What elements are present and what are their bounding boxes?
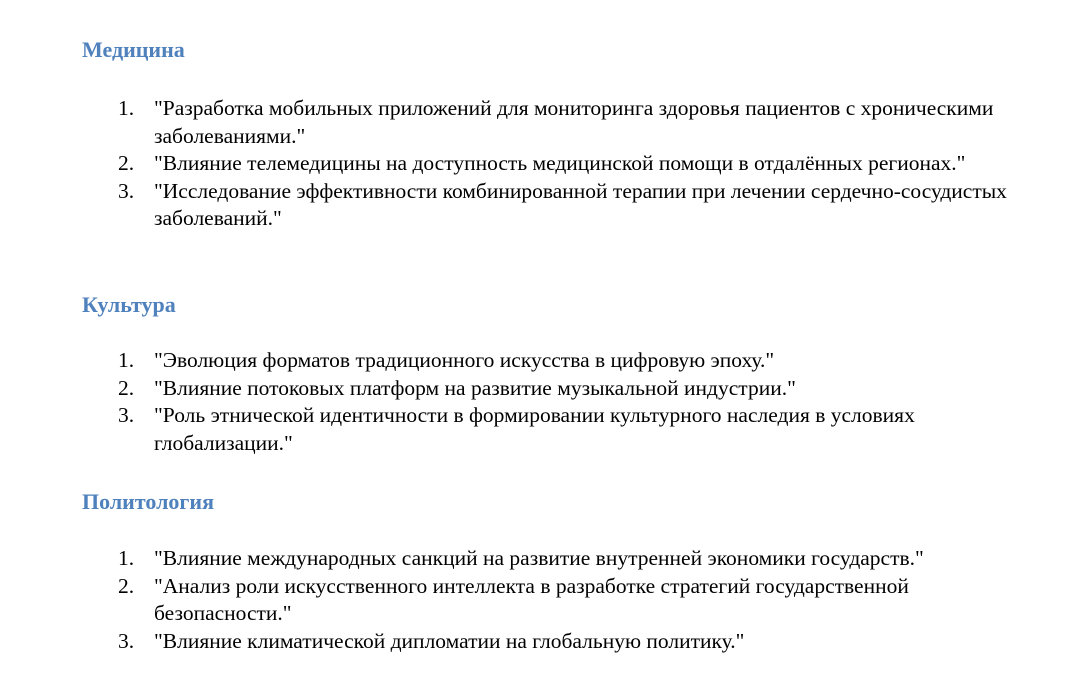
list-item-number: 2. bbox=[118, 151, 135, 175]
list-item bbox=[0, 95, 1077, 150]
section-heading-political-science: Политология bbox=[82, 489, 214, 514]
list-item-number: 2. bbox=[118, 375, 135, 400]
list-item-number: 3. bbox=[118, 628, 135, 653]
section-heading-culture: Культура bbox=[82, 292, 176, 317]
topic-list-political-science bbox=[0, 545, 1077, 655]
list-item bbox=[0, 178, 1077, 233]
list-item-text: "Исследование эффективности комбинированной терапии при лечении сердечно-сосудистых заболеваний." bbox=[154, 178, 1007, 230]
list-item-text: "Влияние климатической дипломатии на глобальную политику." bbox=[154, 628, 745, 653]
list-item bbox=[0, 347, 1077, 375]
list-item-number: 1. bbox=[118, 348, 135, 372]
list-item-number: 1. bbox=[118, 546, 135, 570]
list-item-number: 3. bbox=[118, 178, 135, 203]
list-item-text: "Анализ роли искусственного интеллекта в разработке стратегий государственной безопасности." bbox=[154, 573, 909, 625]
topic-list-medicine bbox=[0, 95, 1077, 233]
list-item bbox=[0, 573, 1077, 628]
list-item bbox=[0, 150, 1077, 178]
list-item-number: 2. bbox=[118, 573, 135, 598]
list-item bbox=[0, 402, 1077, 457]
list-item-text: "Влияние телемедицины на доступность медицинской помощи в отдалённых регионах." bbox=[154, 151, 966, 175]
section-heading-medicine: Медицина bbox=[82, 37, 185, 62]
list-item-text: "Роль этнической идентичности в формировании культурного наследия в условиях глобализации." bbox=[154, 403, 915, 455]
list-item-text: "Эволюция форматов традиционного искусства в цифровую эпоху." bbox=[154, 348, 775, 372]
list-item-text: "Разработка мобильных приложений для мониторинга здоровья пациентов с хроническими заболеваниями." bbox=[154, 96, 994, 148]
list-item bbox=[0, 375, 1077, 403]
list-item-text: "Влияние международных санкций на развитие внутренней экономики государств." bbox=[154, 546, 924, 570]
list-item-number: 1. bbox=[118, 96, 135, 120]
topic-list-culture bbox=[0, 347, 1077, 457]
list-item bbox=[0, 628, 1077, 656]
list-item-text: "Влияние потоковых платформ на развитие музыкальной индустрии." bbox=[154, 375, 796, 400]
list-item bbox=[0, 545, 1077, 573]
list-item-number: 3. bbox=[118, 403, 135, 427]
